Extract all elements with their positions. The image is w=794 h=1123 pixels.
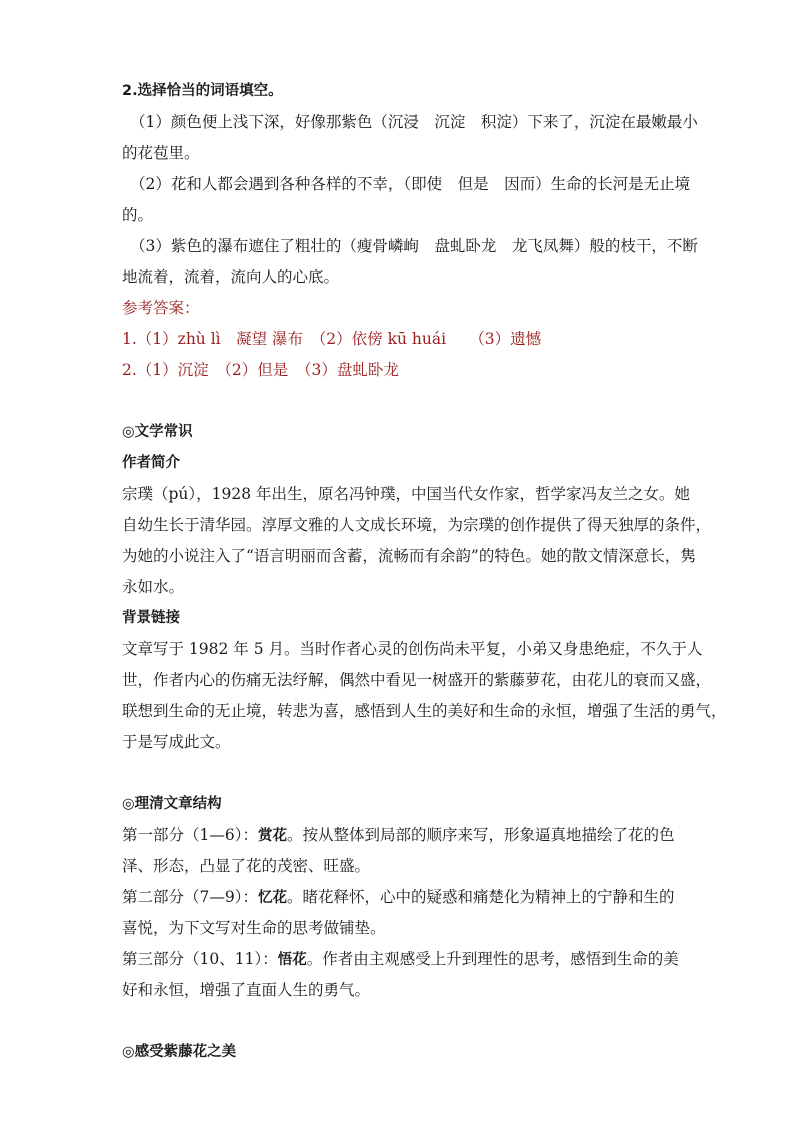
structure-part-3-line-2: 好和永恒，增强了直面人生的勇气。 [122, 981, 371, 999]
structure-part-1-line-2: 泽、形态，凸显了花的茂密、旺盛。 [122, 857, 371, 875]
spacer [122, 1006, 706, 1037]
spacer [122, 758, 706, 789]
background-line-1: 文章写于 1982 年 5 月。当时作者心灵的创伤尚未平复，小弟又身患绝症，不久于人 [122, 640, 703, 658]
structure-part-2-line-2: 喜悦，为下文写对生命的思考做铺垫。 [122, 919, 386, 937]
structure-part-2-line-1 [122, 882, 706, 913]
answers-line-2: 2.（1）沉淀 （2）但是 （3）盘虬卧龙 [122, 361, 399, 379]
answers-label: 参考答案： [122, 299, 200, 317]
background-title: 背景链接 [122, 610, 180, 626]
spacer [122, 386, 706, 417]
part-text: 。睹花释怀，心中的疑惑和痛楚化为精神上的宁静和生的 [286, 888, 675, 906]
part-text: 。按从整体到局部的顺序来写，形象逼真地描绘了花的色 [286, 826, 675, 844]
answers-line-1: 1.（1）zhù lì 凝望 瀑布 （2）依傍 kū huái （3）遗憾 [122, 330, 542, 348]
author-intro-line-4: 永如水。 [122, 578, 185, 596]
document-page [122, 76, 727, 1068]
background-line-4: 于是写成此文。 [122, 733, 231, 751]
part-keyword: 赏花 [257, 828, 287, 844]
author-intro-line-3: 为她的小说注入了“语言明丽而含蓄，流畅而有余韵”的特色。她的散文情深意长，隽 [122, 547, 696, 565]
part-label: 第三部分（10、11）： [122, 950, 278, 968]
part-label: 第一部分（1—6）： [122, 826, 258, 844]
beauty-heading: ◎感受紫藤花之美 [122, 1044, 237, 1060]
q2-item-1-line-1: （1）颜色便上浅下深，好像那紫色（沉浸 沉淀 积淀）下来了，沉淀在最嫩最小 [130, 113, 698, 131]
background-line-2: 世，作者内心的伤痛无法纾解，偶然中看见一树盛开的紫藤萝花，由花儿的衰而又盛， [122, 671, 712, 689]
part-label: 第二部分（7—9）： [122, 888, 258, 906]
part-keyword: 悟花 [277, 952, 307, 968]
q2-item-3-line-2: 地流着，流着，流向人的心底。 [122, 268, 340, 286]
background-line-3: 联想到生命的无止境，转悲为喜，感悟到人生的美好和生命的永恒，增强了生活的勇气， [122, 702, 727, 720]
structure-heading: ◎理清文章结构 [122, 796, 222, 812]
author-intro-title: 作者简介 [122, 455, 180, 471]
structure-part-3-line-1 [122, 944, 706, 975]
structure-part-1-line-1 [122, 820, 706, 851]
q2-item-2-line-1: （2）花和人都会遇到各种各样的不幸，（即使 但是 因而）生命的长河是无止境 [130, 175, 691, 193]
author-intro-line-2: 自幼生长于清华园。淳厚文雅的人文成长环境，为宗璞的创作提供了得天独厚的条件， [122, 516, 712, 534]
part-text: 。作者由主观感受上升到理性的思考，感悟到生命的美 [306, 950, 679, 968]
question-2-title: 2.选择恰当的词语填空。 [122, 83, 283, 99]
q2-item-2-line-2: 的。 [122, 206, 154, 224]
q2-item-3-line-1: （3）紫色的瀑布遮住了粗壮的（瘦骨嶙峋 盘虬卧龙 龙飞凤舞）般的枝干，不断 [130, 237, 698, 255]
literary-heading: ◎文学常识 [122, 424, 193, 440]
q2-item-1-line-2: 的花苞里。 [122, 144, 200, 162]
part-keyword: 忆花 [257, 890, 287, 906]
author-intro-line-1: 宗璞（pú），1928 年出生，原名冯钟璞，中国当代女作家，哲学家冯友兰之女。她 [122, 485, 691, 503]
